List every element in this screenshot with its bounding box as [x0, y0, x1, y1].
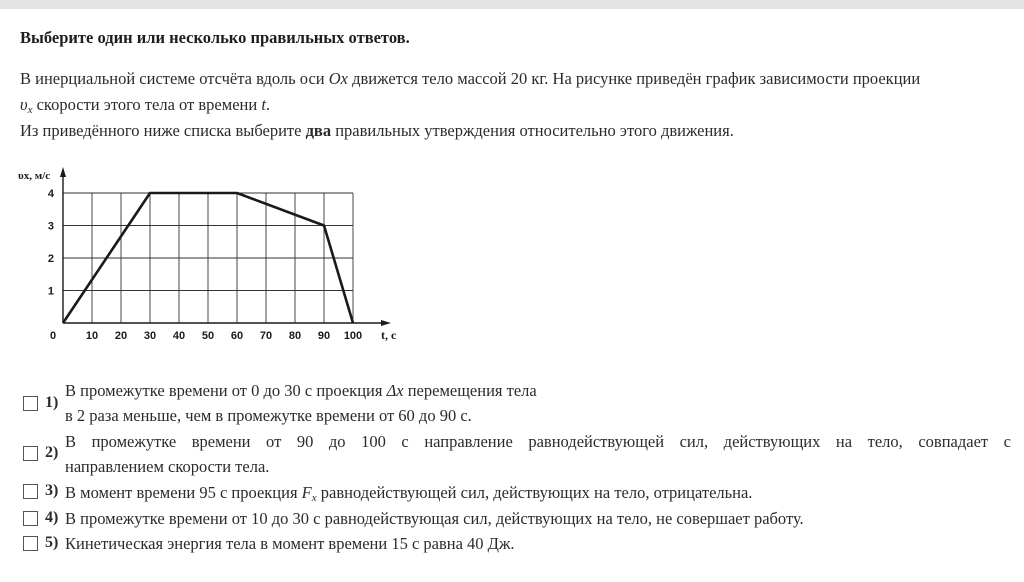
chart-y-label: υx, м/с [18, 170, 51, 182]
option-text: В промежутке времени от 0 до 30 с проекция [65, 381, 387, 400]
option-3-number: 3) [45, 482, 59, 499]
problem-text: . [265, 95, 271, 114]
time-symbol: t [261, 95, 266, 114]
option-3-checkbox[interactable] [23, 484, 38, 499]
axis-symbol: Ox [328, 69, 348, 88]
answer-option-2 [21, 429, 1011, 479]
x-tick-label: 20 [114, 330, 128, 342]
x-tick-label: 80 [288, 330, 302, 342]
task-heading: Выберите один или несколько правильных ответов. [20, 28, 410, 47]
x-tick-label: 70 [259, 330, 273, 342]
option-4-text: В промежутке времени от 10 до 30 с равнодействующая сил, действующих на тело, не совершает работу. [65, 509, 804, 528]
problem-text: движется тело массой 20 кг. На рисунке приведён график зависимости проекции [348, 69, 921, 88]
x-tick-label: 40 [172, 330, 186, 342]
option-4-number: 4) [45, 509, 59, 526]
y-tick-label: 1 [47, 285, 54, 298]
x-tick-label: 50 [201, 330, 215, 342]
option-1-number: 1) [45, 394, 59, 411]
problem-line-3 [20, 118, 734, 143]
answer-option-1 [21, 378, 1011, 428]
x-tick-label: 100 [343, 330, 363, 342]
option-5-checkbox[interactable] [23, 536, 38, 551]
chart-x-label: t, с [381, 328, 397, 342]
displacement-symbol: Δx [386, 381, 404, 400]
option-2-checkbox[interactable] [23, 446, 38, 461]
velocity-subscript: x [27, 104, 33, 116]
x-tick-label: 10 [85, 330, 99, 342]
y-axis-arrow [60, 167, 66, 177]
answer-option-4 [21, 506, 1011, 531]
x-tick-label: 30 [143, 330, 157, 342]
problem-emphasis: два [305, 121, 332, 140]
option-text: равнодействующей сил, действующих на тело, отрицательна. [316, 483, 753, 502]
y-tick-label: 3 [47, 220, 54, 233]
option-5-text: Кинетическая энергия тела в момент времени 15 с равна 40 Дж. [65, 534, 515, 553]
option-2-number: 2) [45, 444, 59, 461]
velocity-symbol: υ [20, 95, 28, 114]
answer-option-3 [21, 480, 1011, 505]
force-subscript: x [311, 492, 317, 504]
option-text: перемещения тела [403, 381, 537, 400]
answer-option-5 [21, 531, 1011, 556]
top-bar [0, 0, 1024, 9]
chart-origin-label: 0 [50, 330, 57, 342]
y-tick-label: 4 [47, 188, 54, 200]
x-tick-label: 90 [317, 330, 331, 342]
problem-line-1 [20, 66, 920, 91]
problem-text: правильных утверждения относительно этого движения. [331, 121, 734, 140]
option-text: В момент времени 95 с проекция [65, 483, 302, 502]
option-1-line-1 [65, 378, 1011, 403]
option-1-checkbox[interactable] [23, 396, 38, 411]
option-2-line-2: направлением скорости тела. [65, 457, 270, 476]
chart-tick-labels [48, 188, 362, 342]
y-tick-label: 2 [47, 253, 54, 265]
chart-axes [60, 167, 391, 326]
force-symbol: F [301, 483, 312, 502]
velocity-time-chart [0, 160, 420, 350]
option-1-line-2: в 2 раза меньше, чем в промежутке времени от 60 до 90 с. [65, 406, 472, 425]
problem-text: В инерциальной системе отсчёта вдоль оси [20, 69, 329, 88]
option-5-number: 5) [45, 534, 59, 551]
option-4-checkbox[interactable] [23, 511, 38, 526]
x-tick-label: 60 [230, 330, 244, 342]
problem-text: скорости этого тела от времени [32, 95, 262, 114]
problem-text: Из приведённого ниже списка выберите [20, 121, 306, 140]
option-2-line-1: В промежутке времени от 90 до 100 с направление равнодействующей сил, действующих на тело, совпадает с [65, 432, 1011, 451]
x-axis-arrow [381, 320, 391, 326]
